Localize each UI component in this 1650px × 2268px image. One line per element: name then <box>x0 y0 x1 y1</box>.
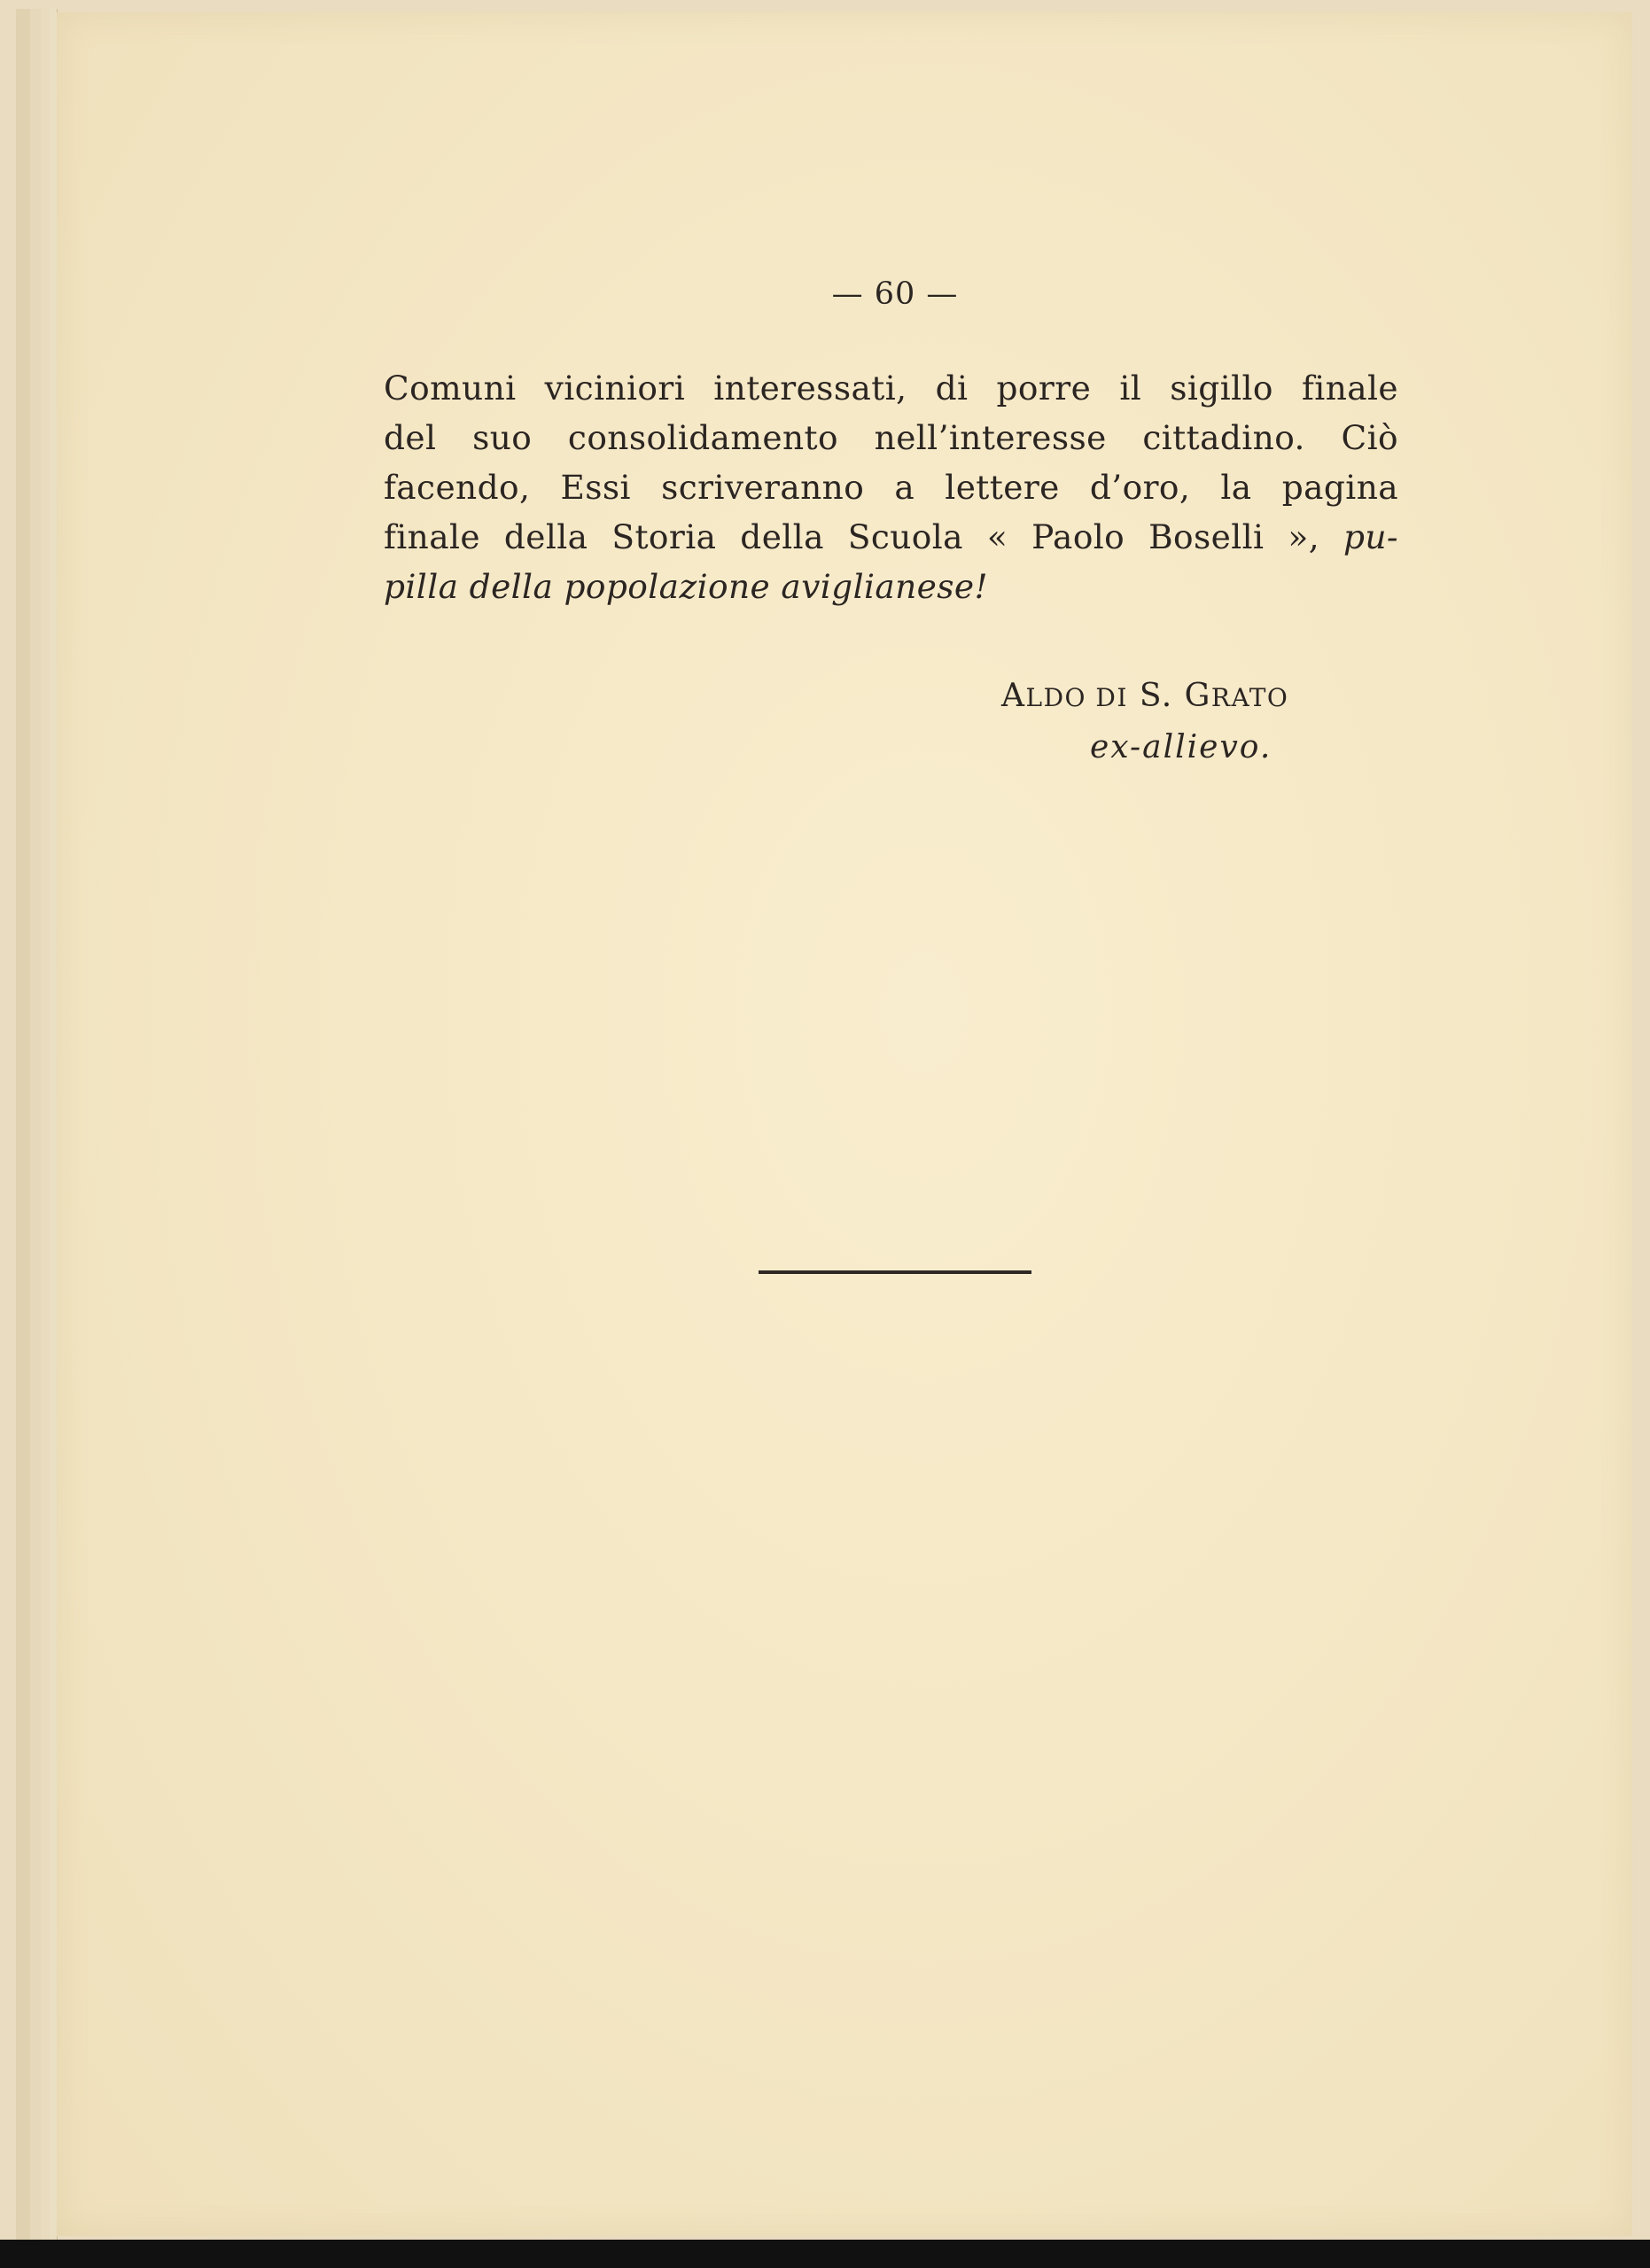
page-edge <box>16 9 31 2241</box>
text-line: del suo consolidamento nell’interesse cittadino. Ciò <box>384 418 1398 457</box>
italic-closing-line: pilla della popolazione aviglianese! <box>384 567 988 606</box>
body-paragraph <box>384 363 1398 611</box>
author-role: ex-allievo. <box>1090 729 1273 765</box>
book-page <box>57 12 1632 2236</box>
scan-bottom-border <box>0 2240 1650 2268</box>
text-line-with-hyphen <box>384 512 1398 562</box>
author-name: ALDO DI S. GRATO <box>1001 678 1289 714</box>
signature-block <box>1001 672 1356 773</box>
text-line: facendo, Essi scriveranno a lettere d’oro, la pagina <box>384 468 1398 507</box>
text-line: Comuni viciniori interessati, di porre il sigillo finale <box>384 369 1398 408</box>
text-line-4: finale della Storia della Scuola « Paolo Boselli », <box>384 517 1320 556</box>
page-number: — 60 — <box>831 276 959 312</box>
section-end-rule <box>759 1270 1031 1274</box>
italic-hyphenated-word: pu- <box>1343 517 1398 556</box>
